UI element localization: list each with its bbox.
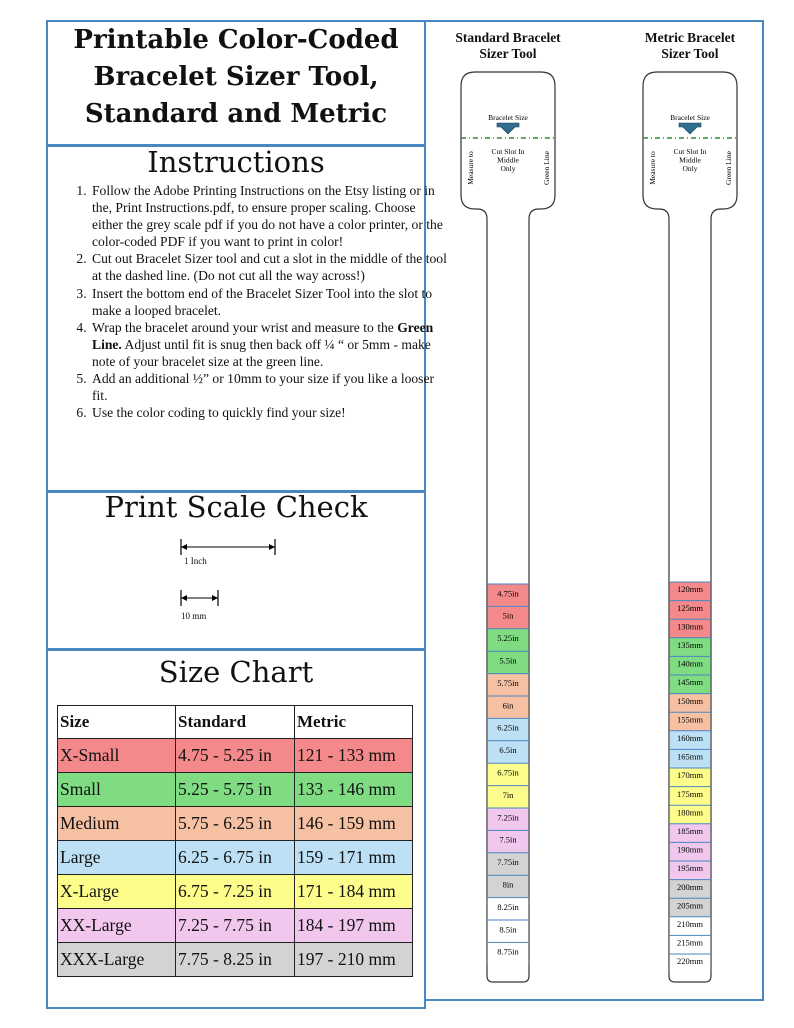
step4-prefix: Wrap the bracelet around your wrist and measure to the [92, 319, 398, 335]
title-line-1: Printable Color-Coded [73, 25, 399, 55]
mm-label: 10 mm [181, 611, 207, 621]
metric-mark-label: 125mm [677, 602, 703, 613]
standard-mark-label: 7.75in [497, 857, 519, 868]
standard-mark-label: 5.25in [497, 633, 519, 644]
title-line-2: Bracelet Sizer Tool, [93, 62, 379, 92]
standard-mark-label: 7.5in [499, 834, 517, 845]
metric-mark-label: 150mm [677, 695, 703, 706]
column-header: Metric [295, 706, 413, 739]
standard-mark-label: 4.75in [497, 588, 519, 599]
metric-title-line-1: Metric Bracelet [644, 30, 736, 45]
column-header: Size [58, 706, 176, 739]
standard-mark-label: 8in [502, 879, 514, 890]
standard-mark-label: 8.5in [499, 924, 517, 935]
metric-green-line-label: Green Line [724, 151, 733, 185]
instruction-step: 5. Add an additional ½” or 10mm to your size if you like a looser fit. [90, 370, 448, 404]
instructions-heading: Instructions [147, 145, 325, 179]
size-cell-size: XXX-Large [58, 943, 176, 977]
size-cell-size: XX-Large [58, 909, 176, 943]
size-cell-standard: 6.75 - 7.25 in [176, 875, 295, 909]
metric-bracelet-size-label: Bracelet Size [670, 113, 710, 122]
standard-mark-label: 5.5in [499, 655, 517, 666]
standard-slot-text: Only [500, 164, 516, 173]
size-cell-standard: 4.75 - 5.25 in [176, 739, 295, 773]
metric-mark-label: 200mm [677, 881, 703, 892]
metric-mark-label: 145mm [677, 677, 703, 688]
size-cell-size: X-Small [58, 739, 176, 773]
standard-mark-label: 6.5in [499, 745, 517, 756]
metric-title-line-2: Sizer Tool [661, 46, 719, 61]
metric-mark-label: 220mm [677, 956, 703, 967]
standard-slot-text: Middle [497, 155, 519, 165]
metric-mark-label: 140mm [677, 658, 703, 669]
instruction-step: 3. Insert the bottom end of the Bracelet Sizer Tool into the slot to make a looped bracelet. [90, 285, 448, 319]
instruction-step: 6. Use the color coding to quickly find your size! [90, 404, 448, 421]
metric-mark-label: 120mm [677, 584, 703, 595]
standard-mark-label: 6.75in [497, 767, 519, 778]
standard-mark-label: 5.75in [497, 677, 519, 688]
inch-label: 1 Inch [184, 556, 207, 566]
step4-suffix: Adjust until fit is snug then back off ¼ “ or 5mm - make note of your bracelet size at the green line. [92, 336, 431, 369]
metric-mark-label: 185mm [677, 826, 703, 837]
metric-slot-text: Only [682, 164, 698, 173]
standard-mark-label: 6in [502, 700, 514, 711]
metric-mark-label: 215mm [677, 937, 703, 948]
size-cell-metric: 171 - 184 mm [295, 875, 413, 909]
size-cell-metric: 146 - 159 mm [295, 807, 413, 841]
standard-mark-label: 7in [502, 789, 514, 800]
size-cell-size: X-Large [58, 875, 176, 909]
metric-slot-text: Cut Slot In [673, 147, 707, 156]
size-cell-metric: 121 - 133 mm [295, 739, 413, 773]
standard-title-line-1: Standard Bracelet [455, 30, 561, 45]
size-cell-metric: 197 - 210 mm [295, 943, 413, 977]
size-cell-size: Small [58, 773, 176, 807]
standard-bracelet-size-label: Bracelet Size [488, 113, 528, 122]
metric-mark-label: 190mm [677, 844, 703, 855]
metric-mark-label: 205mm [677, 900, 703, 911]
metric-mark-label: 135mm [677, 640, 703, 651]
standard-mark-label: 8.75in [497, 946, 519, 957]
standard-mark-label: 6.25in [497, 722, 519, 733]
standard-measure-to-label: Measure to [466, 151, 475, 185]
scale-check-heading: Print Scale Check [104, 490, 368, 524]
size-cell-standard: 5.75 - 6.25 in [176, 807, 295, 841]
column-header: Standard [176, 706, 295, 739]
size-cell-metric: 133 - 146 mm [295, 773, 413, 807]
size-cell-standard: 6.25 - 6.75 in [176, 841, 295, 875]
metric-mark-label: 170mm [677, 770, 703, 781]
standard-title-line-2: Sizer Tool [479, 46, 537, 61]
standard-sizer-tool [461, 72, 555, 982]
standard-mark-label: 5in [502, 610, 514, 621]
metric-mark-label: 160mm [677, 733, 703, 744]
standard-green-line-label: Green Line [542, 151, 551, 185]
metric-mark-label: 180mm [677, 807, 703, 818]
title-line-3: Standard and Metric [84, 99, 388, 129]
instruction-step: 1. Follow the Adobe Printing Instructions on the Etsy listing or in the, Print Instructions.pdf, to ensure proper scaling. Choose either the grey scale pdf if you do not have a color printer, or the color-coded PDF if you want to print in color! [90, 182, 448, 250]
step4-green-line: Green Line. [92, 319, 434, 352]
size-cell-metric: 159 - 171 mm [295, 841, 413, 875]
metric-mark-label: 175mm [677, 788, 703, 799]
size-cell-standard: 7.75 - 8.25 in [176, 943, 295, 977]
standard-slot-text: Cut Slot In [491, 147, 525, 156]
metric-mark-label: 210mm [677, 919, 703, 930]
metric-measure-to-label: Measure to [648, 151, 657, 185]
metric-slot-text: Middle [679, 155, 701, 165]
standard-mark-label: 7.25in [497, 812, 519, 823]
size-cell-standard: 7.25 - 7.75 in [176, 909, 295, 943]
size-cell-standard: 5.25 - 5.75 in [176, 773, 295, 807]
size-cell-metric: 184 - 197 mm [295, 909, 413, 943]
metric-mark-label: 155mm [677, 714, 703, 725]
size-chart-heading: Size Chart [158, 655, 314, 689]
metric-mark-label: 130mm [677, 621, 703, 632]
metric-mark-label: 165mm [677, 751, 703, 762]
size-cell-size: Large [58, 841, 176, 875]
instruction-step: 2. Cut out Bracelet Sizer tool and cut a slot in the middle of the tool at the dashed line. (Do not cut all the way across!) [90, 250, 448, 284]
metric-sizer-tool [643, 72, 737, 982]
size-cell-size: Medium [58, 807, 176, 841]
standard-mark-label: 8.25in [497, 901, 519, 912]
metric-mark-label: 195mm [677, 863, 703, 874]
